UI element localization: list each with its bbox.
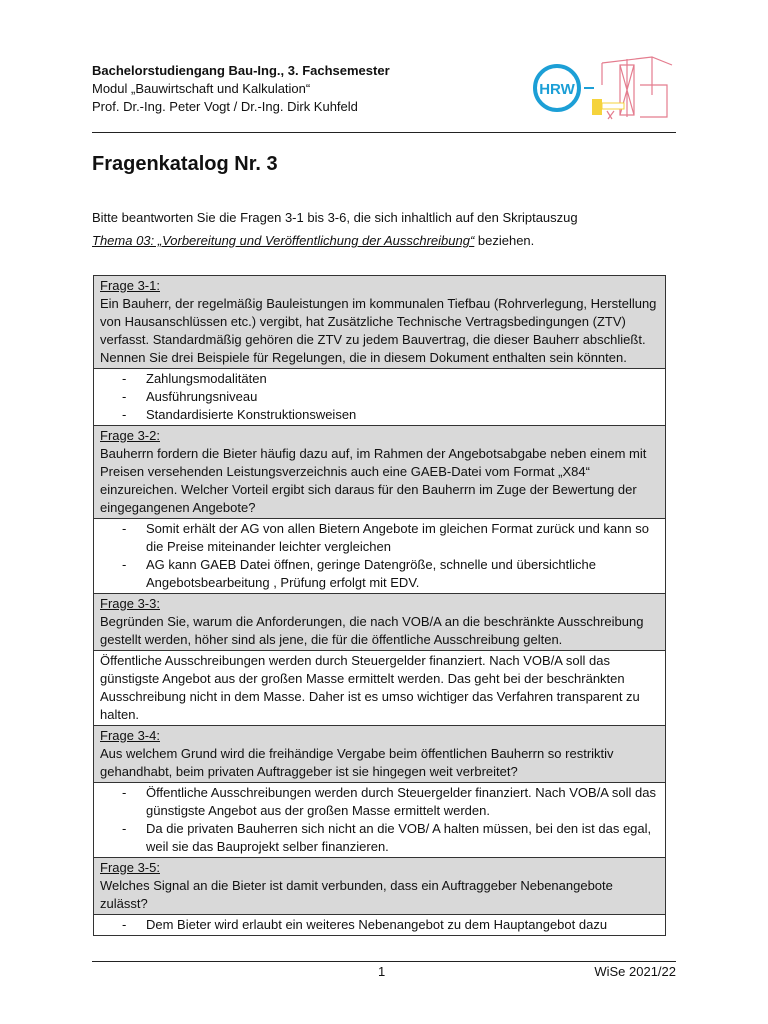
intro-suffix: beziehen.	[474, 233, 535, 248]
answer-row	[94, 915, 665, 936]
question-text: Aus welchem Grund wird die freihändige Vergabe beim öffentlichen Bauherrn so restriktiv gehandhabt, beim privaten Auftraggeber ist sie hingegen weit verbreitet?	[100, 746, 614, 779]
answer-item: - AG kann GAEB Datei öffnen, geringe Datengröße, schnelle und übersichtliche Angebotsbearbeitung , Prüfung erfolgt mit EDV.	[100, 556, 659, 592]
question-row	[94, 594, 665, 651]
answer-row	[94, 783, 665, 858]
svg-text:HRW: HRW	[539, 81, 575, 98]
question-label: Frage 3-3:	[100, 596, 160, 611]
module-line: Modul „Bauwirtschaft und Kalkulation“	[92, 81, 311, 96]
header-rule	[92, 132, 676, 133]
program-line: Bachelorstudiengang Bau-Ing., 3. Fachsemester	[92, 63, 390, 78]
semester-label: WiSe 2021/22	[594, 964, 676, 979]
answer-list	[100, 370, 659, 424]
answer-list	[100, 916, 659, 934]
question-row	[94, 726, 665, 783]
intro-text	[92, 206, 676, 252]
answer-text: Öffentliche Ausschreibungen werden durch Steuergelder finanziert. Nach VOB/A soll das günstigste Angebot aus der großen Masse ermittelt werden. Das geht bei der beschränkten Ausschreibung nicht in dem Masse. Daher ist es umso wichtiger das Verfahren transparent zu halten.	[100, 653, 640, 722]
answer-list	[100, 520, 659, 592]
intro-line: Bitte beantworten Sie die Fragen 3-1 bis 3-6, die sich inhaltlich auf den Skriptauszug	[92, 210, 578, 225]
question-label: Frage 3-2:	[100, 428, 160, 443]
intro-topic-line	[92, 229, 676, 252]
footer-rule	[92, 961, 676, 962]
page-title: Fragenkatalog Nr. 3	[92, 153, 278, 175]
answer-item: - Dem Bieter wird erlaubt ein weiteres Nebenangebot zu dem Hauptangebot dazu	[100, 916, 659, 934]
answer-item: - Standardisierte Konstruktionsweisen	[100, 406, 659, 424]
answer-item: - Ausführungsniveau	[100, 388, 659, 406]
question-label: Frage 3-1:	[100, 278, 160, 293]
question-row	[94, 858, 665, 915]
question-text: Ein Bauherr, der regelmäßig Bauleistungen im kommunalen Tiefbau (Rohrverlegung, Herstellung von Hausanschlüssen etc.) vergibt, hat Zusätzliche Technische Vertragsbedingungen (ZTV) verfasst. Standardmäßig gehören die ZTV zu jedem Bauvertrag, die dieser Bauherr abschließt. Nennen Sie drei Beispiele für Regelungen, die in diesem Dokument enthalten sein könnten.	[100, 296, 657, 365]
topic-reference: Thema 03: „Vorbereitung und Veröffentlichung der Ausschreibung“	[92, 233, 475, 248]
question-text: Welches Signal an die Bieter ist damit verbunden, dass ein Auftraggeber Nebenangebote zulässt?	[100, 878, 613, 911]
question-row	[94, 276, 665, 369]
answer-item: - Öffentliche Ausschreibungen werden durch Steuergelder finanziert. Nach VOB/A soll das günstigste Angebot aus der großen Masse ermittelt werden.	[100, 784, 659, 820]
answer-row	[94, 369, 665, 426]
page-number: 1	[378, 964, 386, 979]
answer-row	[94, 519, 665, 594]
hrw-logo	[532, 55, 682, 125]
answer-item: - Da die privaten Bauherren sich nicht an die VOB/ A halten müssen, bei den ist das egal, weil sie das Bauprojekt selber finanzieren.	[100, 820, 659, 856]
question-text: Bauherrn fordern die Bieter häufig dazu auf, im Rahmen der Angebotsabgabe neben einem mit Preisen versehenden Leistungsverzeichnis auch eine GAEB-Datei vom Format „X84“ einzureichen. Welcher Vorteil ergibt sich daraus für den Bauherrn im Zuge der Bewertung der eingegangenen Angebote?	[100, 446, 647, 515]
answer-list	[100, 784, 659, 856]
question-text: Begründen Sie, warum die Anforderungen, die nach VOB/A an die beschränkte Ausschreibung gestellt werden, höher sind als jene, die für die öffentliche Ausschreibung gelten.	[100, 614, 644, 647]
question-row	[94, 426, 665, 519]
question-label: Frage 3-4:	[100, 728, 160, 743]
answer-item: - Zahlungsmodalitäten	[100, 370, 659, 388]
answer-item: - Somit erhält der AG von allen Bietern Angebote im gleichen Format zurück und kann so die Preise miteinander leichter vergleichen	[100, 520, 659, 556]
question-table	[93, 275, 666, 936]
answer-row	[94, 651, 665, 726]
question-label: Frage 3-5:	[100, 860, 160, 875]
authors-line: Prof. Dr.-Ing. Peter Vogt / Dr.-Ing. Dirk Kuhfeld	[92, 99, 358, 114]
